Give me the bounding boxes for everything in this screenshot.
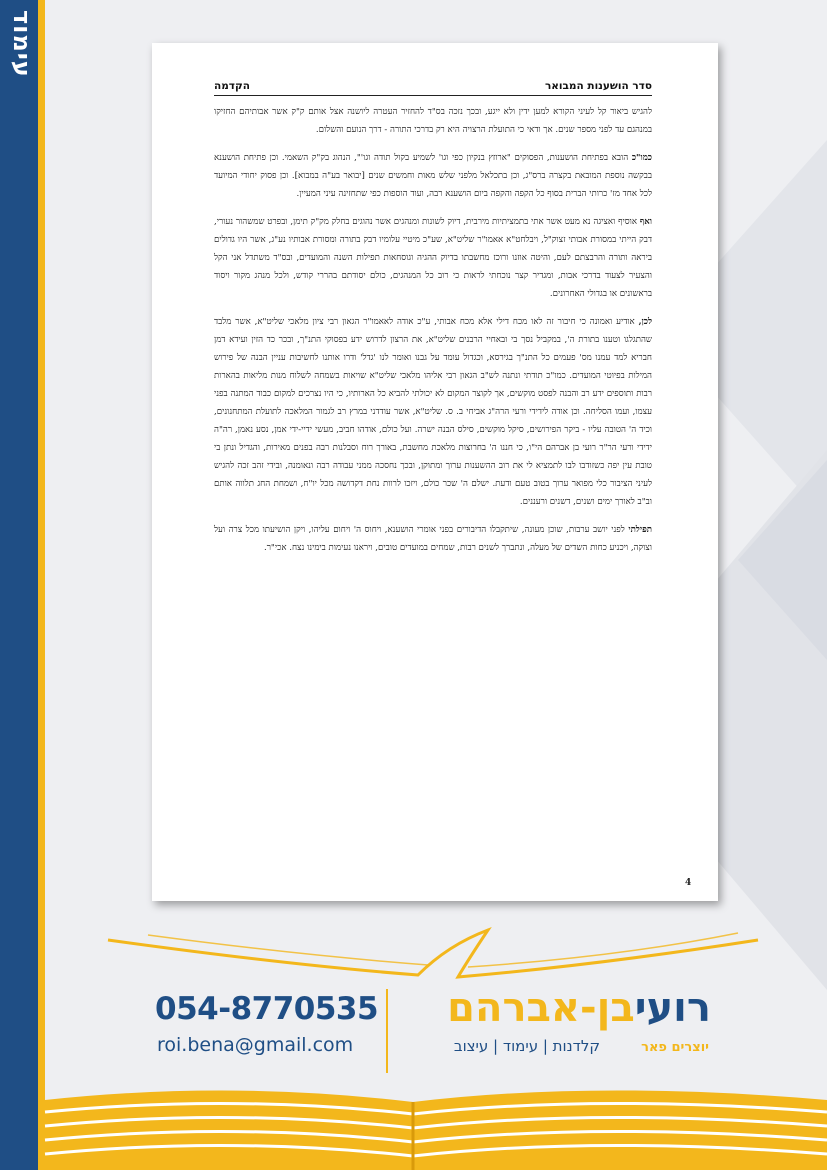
paragraph: ואף אוסיף ואציגה נא מעט אשר אתי בתמציתיות מירבית, דיוק לשונות ומנהגים אשר נהוגים בחלק מק"ק תימן, ובפרט שמשהור נעורי, דבק הייתי במסורת אבותי זצוק"ל, ויבלחט"א אאמו"ר שליט"א, שע"כ מיטיי עלומיו דבק בתורה ומסורת אבותיו נע"ג, אשר היו גדולים ביראה ותורה והרבצתם לעם, והיטה אוזנו ורוכז מחשבתו בדיוק ההגיה וגוסחאות תפילות השנה והמועדים, ובס"ד משתדל אני הקל והצעיר לצעוד בדרכי אבות, ומגדיר קצר נוכחתי לראות כי רוב כל המנהגים, כולם יסודתם בהררי קודש, ולכל מנהג מקור ויסוד בראשונים או בגדולי האחרונים. (214, 217, 652, 299)
paragraph: כמו"כ הובא בפתיחת הושענות, הפסוקים "ארוזץ בנקיון כפי וגו' לשמיע בקול תודה וגו'", הנהוג בק"ק השאמי. וכן פתיחת הושענא בבקשה נוספת המובאת בקצרה ברס"ג, וכן בתכלאל מלפני שלש מאות וחמשים שנים [יבואר בע"ה במבוא]. וכן פסוק יחודי המיועד לכל אחד מז' כרותי הברית בסוף כל הקפה והקפה ביום הושענא רבה, ועוד הוספות כפי שתחזינה עיני המעיין. (214, 153, 652, 199)
document-page (152, 43, 718, 901)
paragraph: להגיש ביאור קל לעיני הקורא למען ידין ולא ייגע, ובכך נזכה בס"ד להחזיר העטרה ליושנה אצל אותם ק"ק אשר אבותיהם החזיקו במנהגם עד לפני מספר שנים. אך ודאי כי התועלת הרצויה היא רק בדרכי התורה - דרך הנועם והשלום. (214, 107, 652, 135)
brand-tagline: יוצרים פאר (641, 1040, 709, 1055)
paragraph: תפילתי לפני יושב ערבות, שוכן מעונה, שיתקבלו הדיבורים בפני אומרי הושענא, ויחוס ה' ויחום עליהו, ויקן הושיעתו מכל צרה ועל וצוקה, ויכניע כחות השדים של מעלה, ונתברך לשנים רבות, שמחים במועדים טובים, ויראנו נעימות בימינו נצח. אכי"ר. (214, 525, 652, 553)
text-body (214, 103, 652, 567)
side-strip-label: עימוד (8, 10, 36, 78)
brand-last-name: בן-אברהם (447, 985, 635, 1031)
phone-number[interactable]: 054-8770535 (155, 991, 379, 1027)
header-section-title: הקדמה (214, 80, 250, 92)
open-book-graphic (0, 1080, 827, 1170)
paragraph: לכן, אודיע ואמונה כי חיבור זה לאו מכח דילי אלא מכח אבותי, ע"כ אודה לאאמו"ר הגאון רבי ציון מלאכי שליט"א, אשר מלבד שהתגלגו וטענו בתורת ה', במקביל נסך בי ובאחיי הרבנים שליט"א, את הרצון לדרוש ידע בפסוקי התנ"ך, ובכר כד הזין ועידא דמן חבריא למד עמנו מס' פעמים כל התנ"ך בגירסא, וכגדול עומד על גבנו ואומר לנו 'גדל' ודרו אותנו לחשיבות עניין הבנה של פירוש המילות בפיוטי המועדים. כמו"כ תודתי ונתנה לש"ב הגאון רבי אליהו מלאכי שליט"א שויאות בשמחה לשלוח מנות מליאות בהארות רבות ותוספים ידע רב והבנה לפסט מוקשים, אך לקוצר המקום לא יכולתי להביא כל הארותיו, כי היו נצרכים למקום כבוד המתנה בפני עצמו, ועמו הסליחה. וכן אודה לידידי ורעי הרה"ג אביחי ב. ס. שליט"א, אשר עודדני במרץ רב לגמור המלאכה לתועלת המתחנונים, וכיד ה' הטובה עליו - ביקר הפירושים, סיקל מוקשים, סילס הבנה ישרה. ועל כולם, אודהו חביב, מעשי ידיי-ידי אמן, נסע נאמן, רה"ה ידידי ורעי הר"ר רועי בן אברהם הי"ו, כי חננו ה' בחרוצות מלאכת מחשבת, באורך רוח וסבלנות רבה בפנים מאירות, והגדיל ונתן בי טובת עין יפה כשזודבו לבו לתמציא לי את רוב ההשענות ערוך ומתוקן, ובכך נחסכה ממני עבודה רבה ונאומנה, ובידי זהב זכה להגיש לעיני הציבור כלי מפואר ערוך בטוב טעם ודעת. ישלם ה' שכר כולם, ויזכו לרוות נחת דקדושה מכל יו"ח, ושמחת החג תלווה אותם וב"ב לאורך ימים ושנים, דשנים ורעננים. (214, 317, 653, 507)
brand-logo-text (447, 985, 711, 1031)
running-header (214, 80, 652, 96)
gold-swoosh-ornament (38, 915, 827, 985)
page-number: 4 (685, 878, 692, 888)
contact-banner (155, 985, 725, 1070)
services-list: קלדנות | עימוד | עיצוב (453, 1037, 600, 1055)
brand-first-name: רועי (634, 985, 711, 1031)
header-book-title: סדר הושענות המבואר (544, 80, 652, 92)
email-address[interactable]: roi.bena@gmail.com (157, 1034, 354, 1056)
banner-divider (386, 989, 388, 1073)
